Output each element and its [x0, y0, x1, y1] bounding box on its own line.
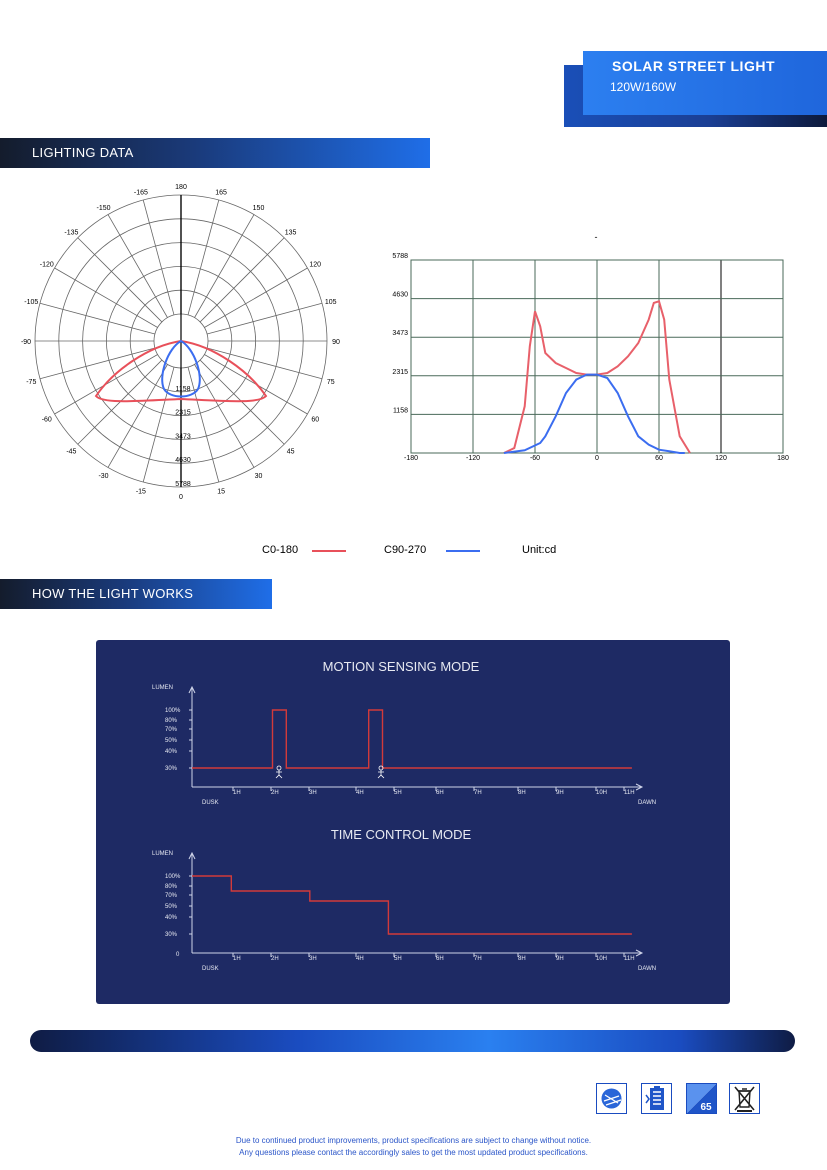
polar-angle-label: 15: [217, 488, 226, 496]
mode-dawn-label: DAWN: [638, 800, 657, 806]
mode-x-tick: 5H: [394, 790, 402, 796]
legend-c90-label: C90-270: [384, 544, 427, 556]
cartesian-x-tick: 120: [715, 455, 727, 462]
battery-icon: [641, 1083, 672, 1114]
mode-y-tick: 80%: [165, 718, 178, 724]
mode-y-tick: 40%: [165, 749, 178, 755]
mode-x-tick: 11H: [624, 790, 635, 796]
polar-angle-label: -165: [133, 189, 148, 197]
legend-unit: Unit:cd: [522, 544, 557, 556]
mode-y-tick: 30%: [165, 932, 178, 938]
mode-x-tick: 6H: [436, 790, 444, 796]
footer-disclaimer-line1: Due to continued product improvements, product specifications are subject to change without notice.: [235, 1136, 592, 1145]
cartesian-x-tick: -180: [403, 455, 419, 462]
cartesian-x-tick: -120: [465, 455, 481, 462]
polar-angle-label: 105: [324, 298, 337, 306]
mode-x-tick: 2H: [271, 956, 279, 962]
motion-mode-line: [192, 710, 632, 768]
mode-y-tick: 40%: [165, 915, 178, 921]
polar-angle-label: 90: [332, 339, 340, 346]
product-title: SOLAR STREET LIGHT: [612, 58, 775, 74]
mode-x-tick: 6H: [436, 956, 444, 962]
mode-x-tick: 8H: [518, 790, 526, 796]
polar-angle-label: -135: [64, 229, 79, 237]
modes-panel: [96, 640, 730, 1004]
polar-radial-label: 1158: [175, 385, 191, 393]
polar-spoke: [207, 303, 322, 334]
polar-angle-label: -15: [135, 488, 146, 496]
mode-x-tick: 10H: [596, 956, 608, 962]
mode-x-tick: 5H: [394, 956, 402, 962]
polar-spoke: [200, 238, 284, 322]
polar-angle-label: 0: [179, 494, 183, 501]
polar-angle-label: -30: [98, 473, 109, 481]
cartesian-title: -: [594, 232, 598, 242]
mode-x-tick: 9H: [556, 790, 564, 796]
mode-y-axis: [189, 853, 195, 953]
polar-spoke: [40, 348, 155, 379]
polar-spoke: [207, 348, 322, 379]
mode-x-tick: 11H: [624, 956, 635, 962]
footer-disclaimer-line2: Any questions please contact the accordingly sales to get the most updated product specifications.: [239, 1148, 588, 1157]
mode-x-axis: [192, 950, 642, 956]
legend-c0-swatch: [312, 550, 346, 552]
cartesian-x-tick: -60: [529, 455, 541, 462]
mode-y-tick: 70%: [165, 893, 178, 899]
polar-angle-label: -75: [26, 379, 37, 387]
mode-x-tick: 7H: [474, 790, 482, 796]
decorative-bottom-bar: [30, 1030, 795, 1052]
mode-x-axis: [192, 784, 642, 790]
motion-mode-title: MOTION SENSING MODE: [322, 659, 480, 674]
mode-x-tick: 3H: [309, 956, 317, 962]
cartesian-x-tick: 180: [777, 455, 789, 462]
mode-y-tick: 50%: [165, 738, 178, 744]
cartesian-y-tick: 4630: [392, 291, 408, 299]
polar-angle-label: 165: [215, 189, 227, 197]
polar-radial-label: 2315: [175, 409, 191, 417]
mode-ylabel: LUMEN: [152, 685, 174, 691]
mode-x-tick: 2H: [271, 790, 279, 796]
mode-dawn-label: DAWN: [638, 966, 657, 972]
section-lighting-data: LIGHTING DATA: [0, 138, 430, 168]
polar-spoke: [40, 303, 155, 334]
mode-y-axis: [189, 687, 195, 787]
cartesian-grid: [411, 260, 783, 453]
ip65-text: 65: [700, 1102, 712, 1113]
mode-x-tick: 1H: [233, 956, 241, 962]
polar-radial-label: 4630: [175, 457, 191, 465]
legend-c0-label: C0-180: [262, 544, 299, 556]
polar-angle-label: -90: [20, 339, 32, 346]
polar-angle-label: 75: [326, 379, 335, 387]
cartesian-x-tick: 60: [655, 455, 663, 462]
polar-angle-label: 135: [284, 229, 297, 237]
cartesian-series-c90-270: [504, 375, 685, 453]
solar-panel-icon: [596, 1083, 627, 1114]
cartesian-x-tick: 0: [595, 455, 599, 462]
mode-x-tick: 7H: [474, 956, 482, 962]
polar-angle-label: -120: [39, 261, 54, 269]
polar-angle-label: 30: [254, 473, 263, 481]
cartesian-chart: [385, 228, 805, 466]
polar-angle-label: 120: [309, 261, 322, 269]
mode-x-tick: 4H: [356, 956, 364, 962]
cartesian-tick-labels: [392, 253, 789, 462]
mode-y-tick: 50%: [165, 904, 178, 910]
motion-labels: [152, 685, 656, 806]
mode-x-tick: 8H: [518, 956, 526, 962]
legend-c90-swatch: [446, 550, 480, 552]
mode-y-tick: 30%: [165, 766, 178, 772]
polar-spoke: [143, 367, 174, 482]
polar-spoke: [188, 367, 219, 482]
polar-angle-label: 180: [175, 184, 187, 191]
time-axes: [189, 853, 642, 957]
mode-dusk-label: DUSK: [202, 800, 219, 806]
mode-x-tick: 10H: [596, 790, 608, 796]
cartesian-y-tick: 3473: [392, 330, 408, 338]
polar-chart: [18, 184, 344, 501]
time-labels: [152, 851, 656, 972]
cartesian-y-tick: 2315: [392, 368, 408, 376]
section-how-light-works: HOW THE LIGHT WORKS: [0, 579, 272, 609]
mode-origin-label: 0: [176, 952, 180, 958]
mode-y-tick: 100%: [165, 874, 181, 880]
polar-spoke: [78, 238, 162, 322]
time-mode-title: TIME CONTROL MODE: [330, 827, 472, 842]
polar-radial-label: 5788: [175, 481, 191, 488]
polar-angle-label: -150: [96, 204, 111, 212]
polar-angle-label: -105: [24, 298, 39, 306]
polar-angle-label: -60: [41, 416, 52, 424]
weee-bin-icon: [729, 1083, 760, 1114]
polar-angle-label: 150: [252, 204, 265, 212]
polar-angle-label: -45: [66, 448, 77, 456]
time-mode-line: [192, 876, 632, 934]
motion-axes: [189, 687, 642, 791]
product-subtitle: 120W/160W: [610, 80, 677, 94]
mode-y-tick: 70%: [165, 727, 178, 733]
mode-y-tick: 80%: [165, 884, 178, 890]
polar-angle-label: 45: [286, 448, 295, 456]
mode-dusk-label: DUSK: [202, 966, 219, 972]
mode-ylabel: LUMEN: [152, 851, 174, 857]
cartesian-y-tick: 5788: [392, 253, 408, 260]
ip65-icon: [686, 1083, 717, 1114]
cartesian-y-tick: 1158: [392, 407, 408, 415]
mode-x-tick: 4H: [356, 790, 364, 796]
mode-y-tick: 100%: [165, 708, 181, 714]
polar-spoke: [143, 200, 174, 315]
mode-x-tick: 1H: [233, 790, 241, 796]
mode-x-tick: 9H: [556, 956, 564, 962]
polar-radial-label: 3473: [175, 433, 191, 441]
modes-diagram: [96, 640, 730, 1004]
polar-spoke: [188, 200, 219, 315]
polar-angle-label: 60: [311, 416, 320, 424]
mode-x-tick: 3H: [309, 790, 317, 796]
